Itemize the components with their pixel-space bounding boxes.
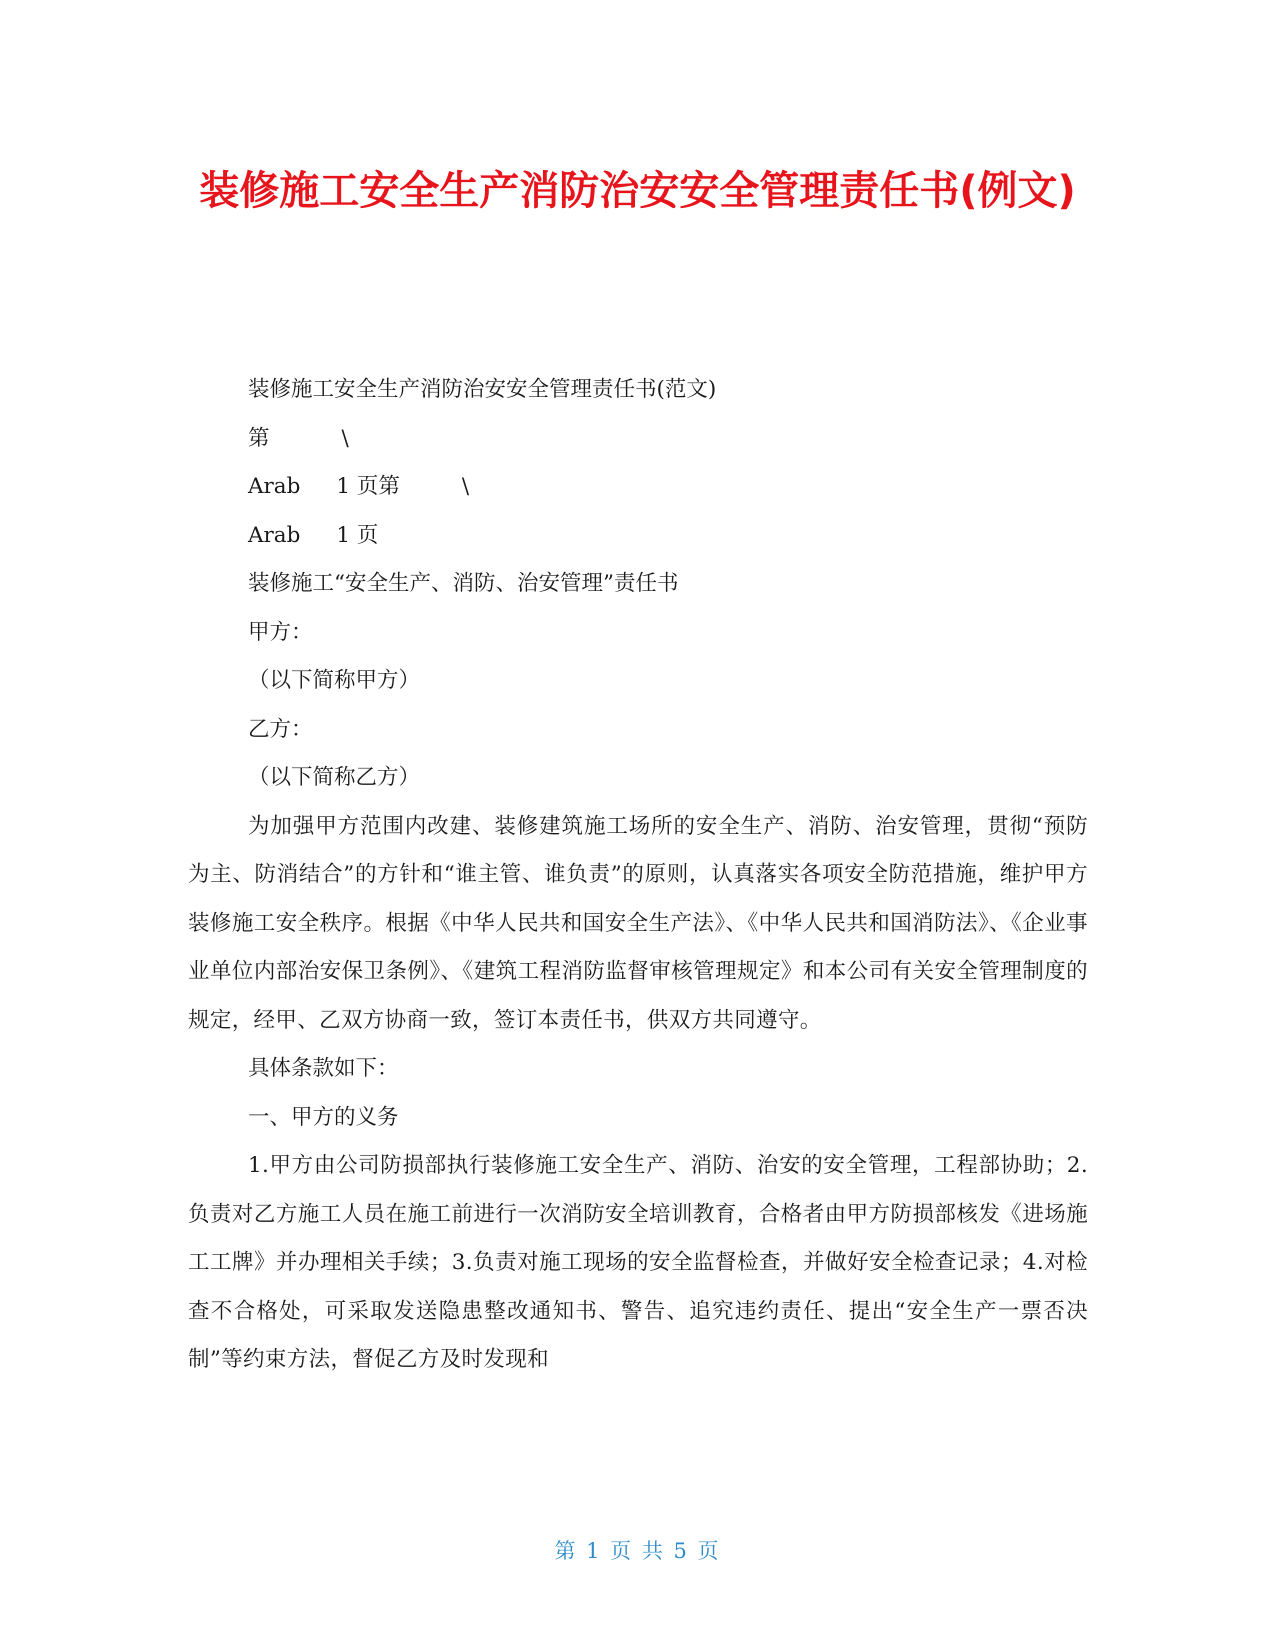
party-a-label: 甲方： bbox=[248, 619, 313, 645]
document-title: 装修施工安全生产消防治安安全管理责任书(例文) bbox=[199, 168, 1076, 214]
page-field-arab: Arab bbox=[248, 522, 301, 548]
intro-paragraph: 为加强甲方范围内改建、装修建筑施工场所的安全生产、消防、治安管理，贯彻“预防为主、防消结合”的方针和“谁主管、谁负责”的原则，认真落实各项安全防范措施，维护甲方装修施工安全秩序。根据《中华人民共和国安全生产法》、《中华人民共和国消防法》、《企业事业单位内部治安保卫条例》、《建筑工程消防监督审核管理规定》和本公司有关安全管理制度的规定，经甲、乙双方协商一致，签订本责任书，供双方共同遵守。 bbox=[188, 813, 1088, 1033]
page-field-slash: \ bbox=[461, 474, 470, 499]
terms-intro: 具体条款如下： bbox=[248, 1056, 399, 1081]
page-field-arab: Arab bbox=[248, 474, 301, 499]
page-footer: 第 1 页 共 5 页 bbox=[554, 1539, 721, 1563]
party-b-label: 乙方： bbox=[248, 716, 313, 742]
page-field-line-2 bbox=[188, 463, 1088, 512]
page-field-slash: \ bbox=[341, 425, 349, 451]
section-paragraph: 1.甲方由公司防损部执行装修施工安全生产、消防、治安的安全管理，工程部协助；2.负责对乙方施工人员在施工前进行一次消防安全培训教育，合格者由甲方防损部核发《进场施工工牌》并办理相关手续；3.负责对施工现场的安全监督检查，并做好安全检查记录；4.对检查不合格处，可采取发送隐患整改通知书、警告、追究违约责任、提出“安全生产一票否决制”等约束方法，督促乙方及时发现和 bbox=[188, 1153, 1088, 1372]
party-a-note: （以下简称甲方） bbox=[248, 668, 421, 693]
page-field-text: 1 页 bbox=[336, 522, 379, 548]
page-field-line-3 bbox=[188, 512, 1088, 561]
party-b-note: （以下简称乙方） bbox=[248, 765, 421, 790]
page-field-text: 第 bbox=[248, 425, 270, 451]
page-field-line-1 bbox=[188, 415, 1088, 464]
subtitle-line: 装修施工安全生产消防治安安全管理责任书(范文) bbox=[248, 377, 717, 402]
page-field-text: 1 页第 bbox=[336, 474, 400, 499]
document-heading: 装修施工“安全生产、消防、治安管理”责任书 bbox=[248, 571, 679, 596]
section-heading: 一、甲方的义务 bbox=[248, 1104, 399, 1130]
document-body bbox=[188, 366, 1088, 1385]
